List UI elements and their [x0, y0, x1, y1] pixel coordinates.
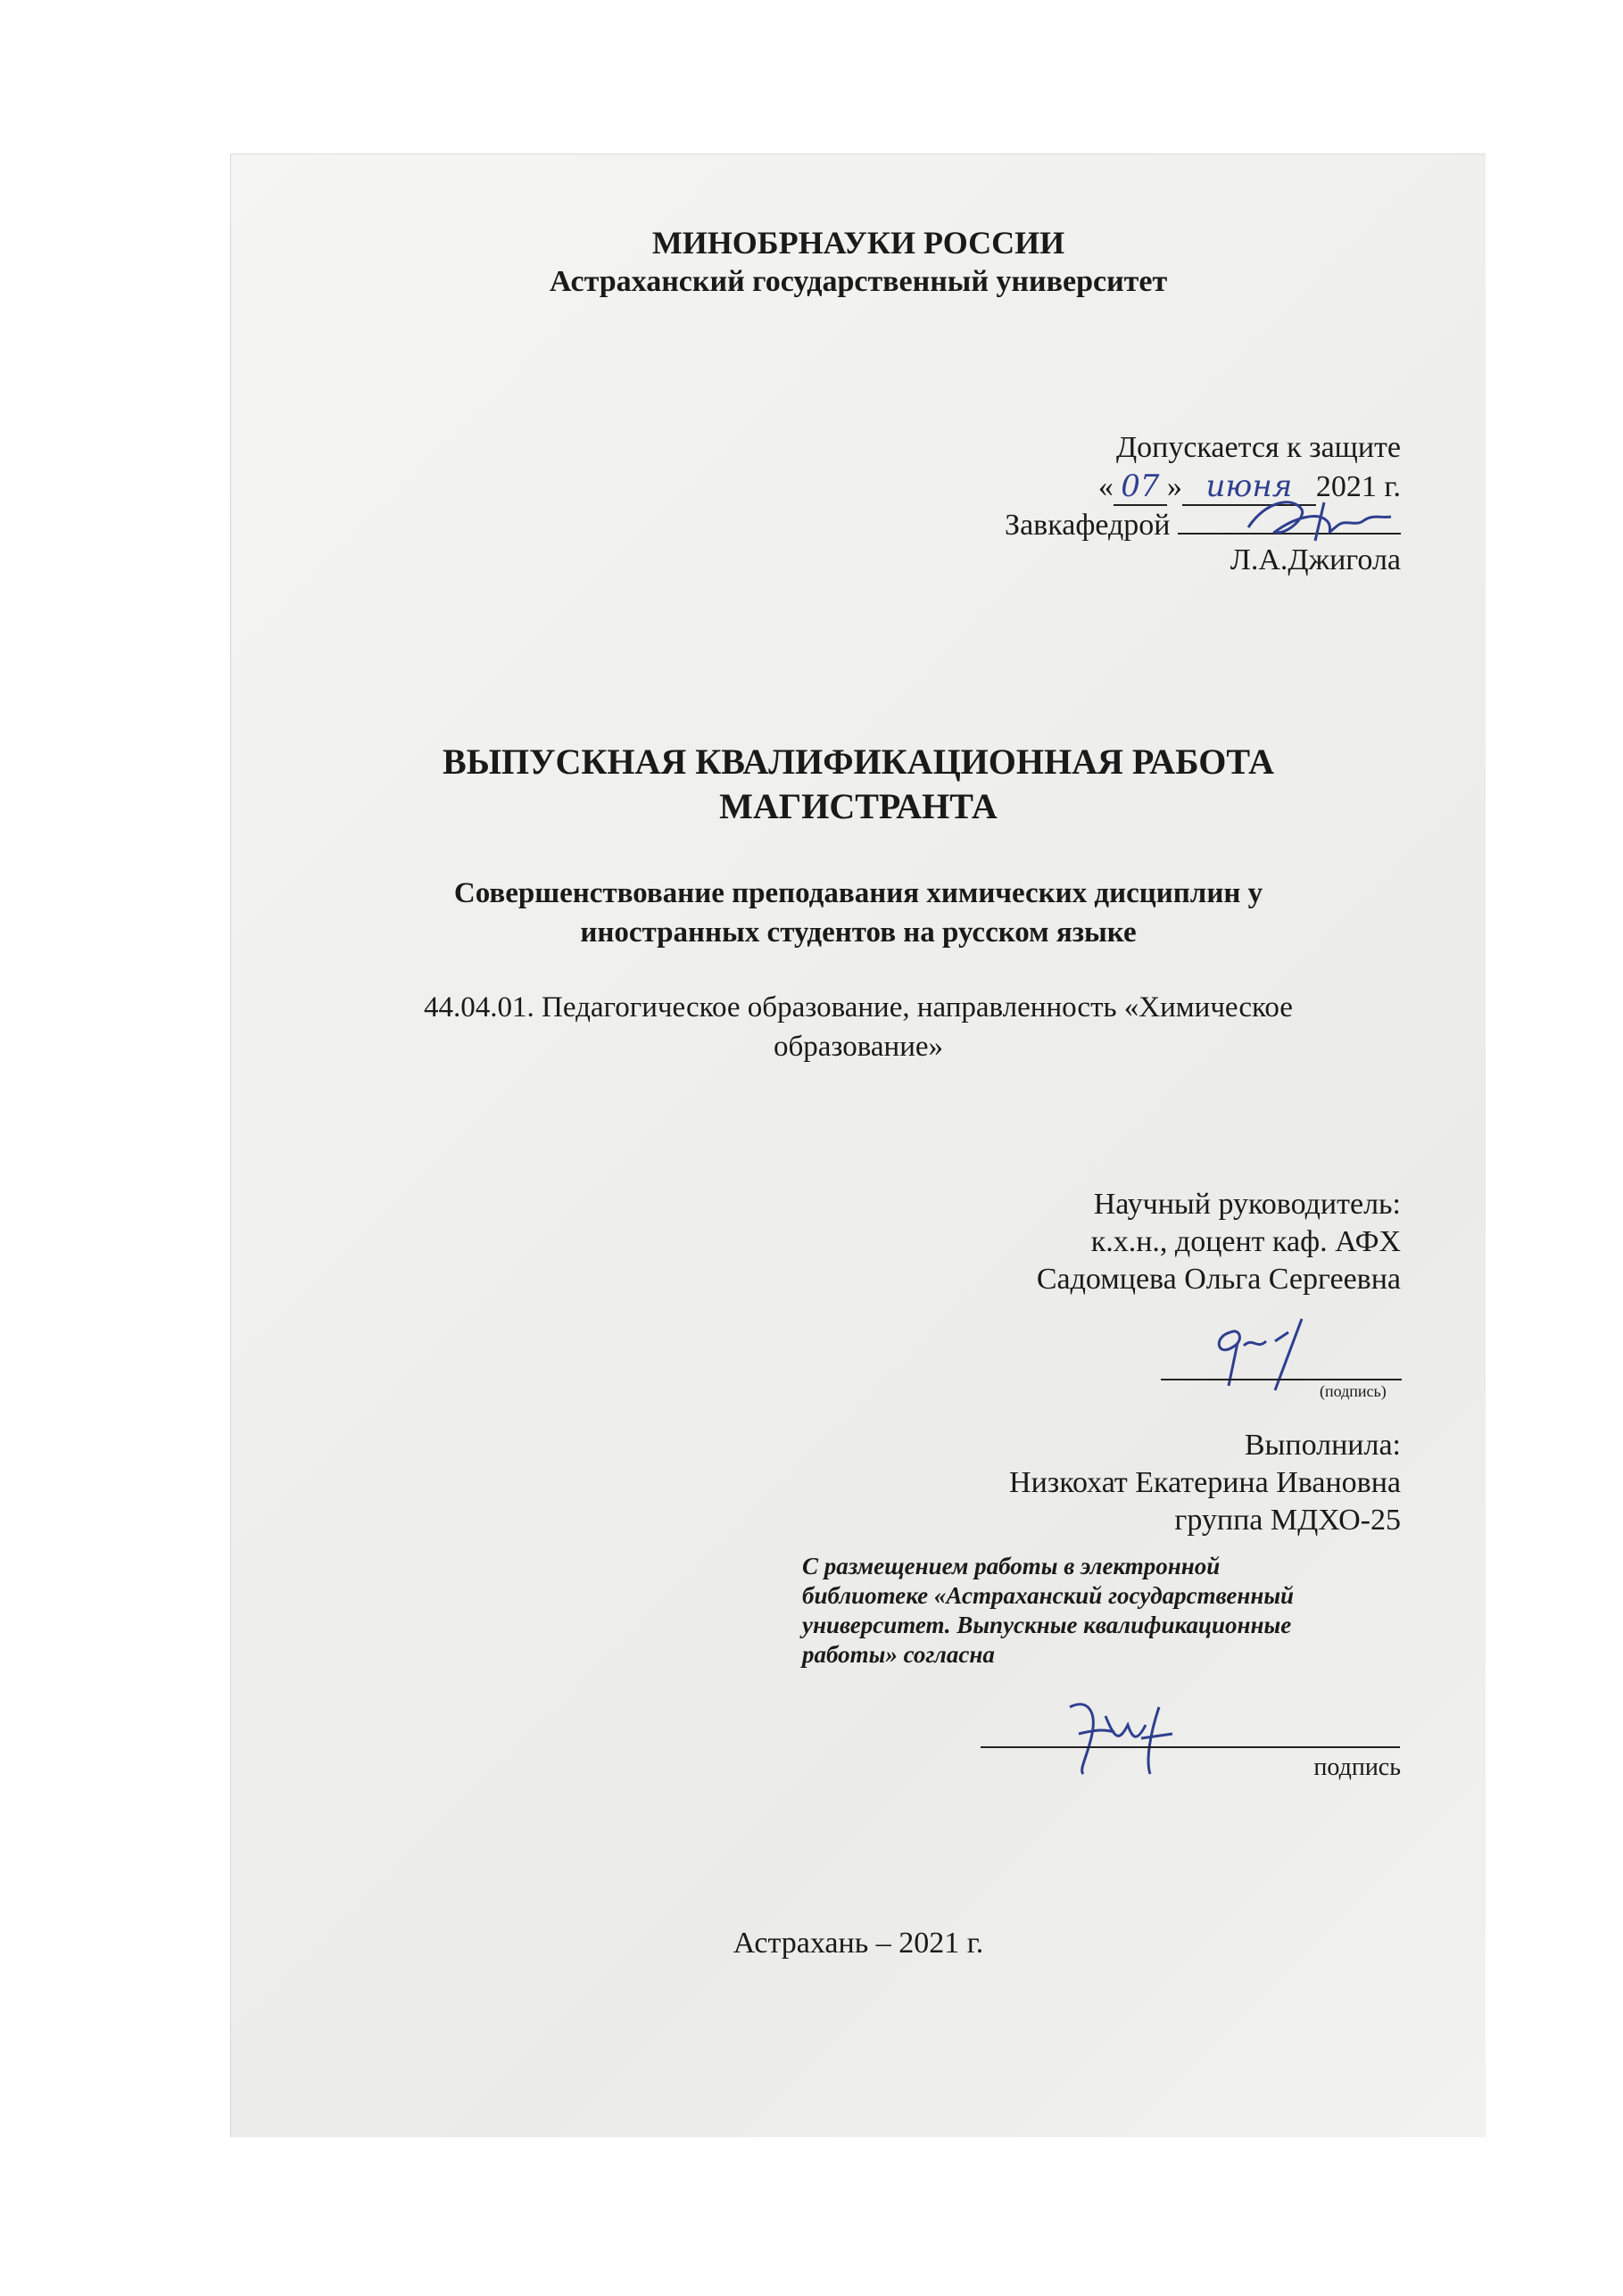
head-signature-icon — [1239, 492, 1400, 549]
city-year: Астрахань – 2021 г. — [733, 1927, 984, 1960]
author-label: Выполнила: — [1244, 1429, 1401, 1462]
consent-line2: библиотеке «Астраханский государственный — [802, 1582, 1295, 1609]
author-group: группа МДХО-25 — [1174, 1504, 1401, 1537]
ministry-heading: МИНОБРНАУКИ РОССИИ — [651, 225, 1065, 261]
supervisor-signature-icon — [1204, 1305, 1320, 1395]
supervisor-name: Садомцева Ольга Сергеевна — [1036, 1263, 1401, 1296]
author-signature-icon — [1052, 1689, 1195, 1778]
thesis-type-line1: ВЫПУСКНАЯ КВАЛИФИКАЦИОННАЯ РАБОТА — [443, 742, 1274, 782]
specialty-line2: образование» — [773, 1031, 944, 1063]
thesis-type — [231, 740, 1486, 829]
head-name: Л.А.Джигола — [1230, 543, 1401, 576]
thesis-title-line2: иностранных студентов на русском языке — [580, 916, 1137, 949]
supervisor-signature-line — [1161, 1379, 1402, 1380]
thesis-type-line2: МАГИСТРАНТА — [719, 786, 998, 826]
admitted-label: Допускается к защите — [1115, 431, 1401, 464]
library-consent — [802, 1552, 1418, 1670]
date-month: июня — [1182, 468, 1316, 506]
consent-line3: университет. Выпускные квалификационные — [802, 1612, 1292, 1638]
consent-line4: работы» согласна — [802, 1641, 995, 1668]
author-block — [1009, 1427, 1401, 1539]
supervisor-position: к.х.н., доцент каф. АФХ — [1090, 1225, 1401, 1258]
date-close-quote: » — [1166, 470, 1182, 503]
date-open-quote: « — [1097, 470, 1114, 503]
supervisor-label: Научный руководитель: — [1093, 1188, 1401, 1221]
consent-signature-line — [981, 1746, 1400, 1748]
thesis-title-line1: Совершенствование преподавания химических дисциплин у — [453, 877, 1263, 909]
consent-line1: С размещением работы в электронной — [802, 1553, 1221, 1579]
specialty-line1: 44.04.01. Педагогическое образование, направленность «Химическое — [424, 991, 1293, 1024]
specialty — [231, 988, 1486, 1066]
university-heading: Астраханский государственный университет — [549, 265, 1168, 298]
thesis-title — [231, 874, 1486, 952]
supervisor-block — [1037, 1186, 1401, 1298]
date-day: 07 — [1114, 468, 1167, 506]
author-name: Низкохат Екатерина Ивановна — [1009, 1466, 1401, 1499]
head-label: Завкафедрой — [1005, 509, 1171, 542]
date-year: 2021 г. — [1315, 470, 1401, 503]
document-page — [230, 153, 1486, 2137]
supervisor-signature-caption: (подпись) — [1320, 1382, 1387, 1400]
consent-signature-caption: подпись — [1313, 1753, 1401, 1781]
